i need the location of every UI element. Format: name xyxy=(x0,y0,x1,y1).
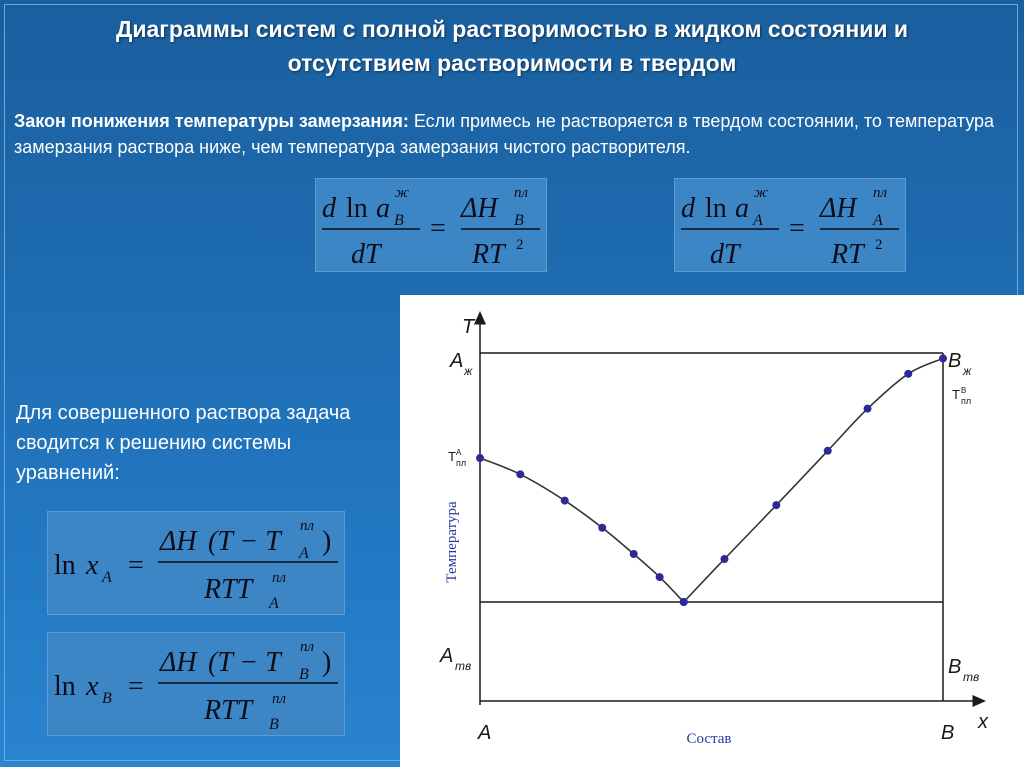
f3-dsup: пл xyxy=(272,570,287,586)
tpl-b-sup: B xyxy=(961,386,967,395)
data-point-1-2 xyxy=(516,470,524,478)
f2-sub: A xyxy=(753,212,763,229)
f4-num-c: ) xyxy=(322,647,332,678)
data-point-2-5 xyxy=(864,405,872,413)
formula-xa xyxy=(48,512,344,614)
tpl-b-sub: пл xyxy=(961,396,972,406)
liquidus-curve-1 xyxy=(480,458,684,602)
f1-hsup: пл xyxy=(514,185,529,201)
f1-sup: ж xyxy=(395,185,409,201)
y-axis-title: Температура xyxy=(444,501,460,583)
data-point-2-3 xyxy=(772,501,780,509)
data-point-2-2 xyxy=(720,555,728,563)
data-point-1-6 xyxy=(656,573,664,581)
f3-tsup: пл xyxy=(300,518,315,534)
data-point-2-1 xyxy=(680,598,688,606)
formula-xb xyxy=(48,633,344,735)
data-point-2-6 xyxy=(904,370,912,378)
slide-title xyxy=(0,12,1024,80)
f3-eq: = xyxy=(128,550,144,581)
formula-box-xa xyxy=(47,511,345,615)
data-point-1-4 xyxy=(598,524,606,532)
f3-x: x xyxy=(86,550,99,581)
f3-sub: A xyxy=(102,569,112,586)
slide-title-line-2: отсутствием растворимости в твердом xyxy=(287,50,737,76)
f4-x: x xyxy=(86,671,99,702)
x-right-label: B xyxy=(941,722,955,744)
label-b-solid-sub: тв xyxy=(963,670,980,684)
formula-box-b xyxy=(315,178,547,272)
f1-RT: RT xyxy=(472,239,505,270)
freezing-law-paragraph xyxy=(14,108,1014,160)
freezing-law-heading: Закон понижения температуры замерзания: xyxy=(14,111,409,131)
formula-b xyxy=(316,179,546,271)
freezing-law-text: Если примесь не растворяется в твердом состоянии, то температура замерзания раствора ниже, чем температура замерзания чистого растворителя. xyxy=(14,111,995,157)
label-a-liquid-sub: ж xyxy=(464,364,473,378)
data-point-1-5 xyxy=(630,550,638,558)
f1-d: d xyxy=(322,193,336,224)
f2-dH: ΔH xyxy=(820,193,857,224)
f4-sub: B xyxy=(102,690,112,707)
f2-pow: 2 xyxy=(875,237,883,253)
label-a-liquid: A xyxy=(450,350,464,372)
f2-hsub: A xyxy=(873,212,883,229)
data-point-2-4 xyxy=(824,447,832,455)
data-point-2-7 xyxy=(939,354,947,362)
f1-dT: dT xyxy=(351,239,381,270)
tpl-a-label: T xyxy=(448,449,456,464)
f4-eq: = xyxy=(128,671,144,702)
f4-den: RTT xyxy=(204,695,253,726)
tpl-a-sub: пл xyxy=(456,458,467,468)
f2-RT: RT xyxy=(831,239,864,270)
f3-num-c: ) xyxy=(322,526,332,557)
label-b-liquid: B xyxy=(948,350,962,372)
f1-hsub: B xyxy=(514,212,524,229)
f4-tsup: пл xyxy=(300,639,315,655)
x-axis-symbol: x xyxy=(978,711,988,733)
f2-hsup: пл xyxy=(873,185,888,201)
liquidus-points xyxy=(476,354,947,606)
liquidus-curves xyxy=(480,358,943,602)
formula-a xyxy=(675,179,905,271)
tpl-b-label: T xyxy=(952,387,960,402)
f4-dsub: B xyxy=(269,716,279,733)
formula-box-a xyxy=(674,178,906,272)
f3-dsub: A xyxy=(269,595,279,612)
f3-tsub: A xyxy=(299,545,309,562)
label-b-solid: B xyxy=(948,656,962,678)
data-point-1-3 xyxy=(561,497,569,505)
slide-title-line-1: Диаграммы систем с полной растворимостью в жидком состоянии и xyxy=(115,16,909,42)
f3-num-b: (T − T xyxy=(208,526,281,557)
f2-eq: = xyxy=(789,213,805,244)
x-axis-title: Состав xyxy=(686,731,732,747)
f4-num-b: (T − T xyxy=(208,647,281,678)
data-point-1-1 xyxy=(476,454,484,462)
f4-ln: ln xyxy=(54,671,76,702)
phase-diagram-panel xyxy=(400,295,1024,767)
tpl-a-sup: A xyxy=(456,448,462,457)
label-a-solid-sub: тв xyxy=(455,659,472,673)
f3-den: RTT xyxy=(204,574,253,605)
f1-dH: ΔH xyxy=(461,193,498,224)
f2-ln: ln xyxy=(705,193,727,224)
perfect-solution-text: Для совершенного раствора задача сводится к решению системы уравнений: xyxy=(16,402,351,484)
f2-dT: dT xyxy=(710,239,740,270)
x-left-label: A xyxy=(478,722,492,744)
f3-ln: ln xyxy=(54,550,76,581)
f2-a: a xyxy=(735,193,749,224)
f1-pow: 2 xyxy=(516,237,524,253)
liquidus-curve-2 xyxy=(684,358,943,602)
label-a-solid: A xyxy=(440,645,454,667)
f4-tsub: B xyxy=(299,666,309,683)
label-b-liquid-sub: ж xyxy=(963,364,972,378)
f1-sub: B xyxy=(394,212,404,229)
formula-box-xb xyxy=(47,632,345,736)
f1-a: a xyxy=(376,193,390,224)
f1-ln: ln xyxy=(346,193,368,224)
f2-sup: ж xyxy=(754,185,768,201)
f3-num-a: ΔH xyxy=(160,526,197,557)
f4-dsup: пл xyxy=(272,691,287,707)
f4-num-a: ΔH xyxy=(160,647,197,678)
phase-diagram xyxy=(400,295,1024,767)
f2-d: d xyxy=(681,193,695,224)
f1-eq: = xyxy=(430,213,446,244)
y-axis-symbol: T xyxy=(462,316,475,338)
